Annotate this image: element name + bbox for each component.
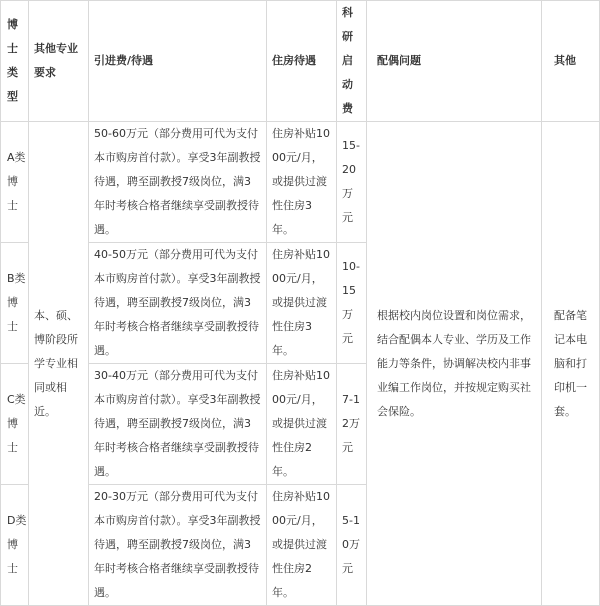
table-row-a [1,122,600,243]
header-housing: 住房待遇 [267,1,337,122]
introduction-fee-cell: 20-30万元（部分费用可代为支付本市购房首付款）。享受3年副教授待遇，聘至副教授7级岗位，满3年时考核合格者继续享受副教授待遇。 [89,485,267,606]
doctor-type-cell: B类博士 [1,243,29,364]
doctor-type-cell: C类博士 [1,364,29,485]
header-startup-fund: 科研启动费 [337,1,367,122]
other-cell: 配备笔记本电脑和打印机一套。 [542,122,600,606]
startup-fund-cell: 7-12万元 [337,364,367,485]
spouse-cell: 根据校内岗位设置和岗位需求，结合配偶本人专业、学历及工作能力等条件，协调解决校内非事业编工作岗位，并按规定购买社会保险。 [367,122,542,606]
introduction-fee-cell: 40-50万元（部分费用可代为支付本市购房首付款）。享受3年副教授待遇，聘至副教授7级岗位，满3年时考核合格者继续享受副教授待遇。 [89,243,267,364]
header-other: 其他 [542,1,600,122]
introduction-fee-cell: 30-40万元（部分费用可代为支付本市购房首付款）。享受3年副教授待遇，聘至副教授7级岗位，满3年时考核合格者继续享受副教授待遇。 [89,364,267,485]
doctor-type-cell: D类博士 [1,485,29,606]
housing-cell: 住房补贴1000元/月，或提供过渡性住房3年。 [267,243,337,364]
housing-cell: 住房补贴1000元/月，或提供过渡性住房2年。 [267,485,337,606]
housing-cell: 住房补贴1000元/月，或提供过渡性住房2年。 [267,364,337,485]
header-introduction-fee: 引进费/待遇 [89,1,267,122]
major-requirement-cell: 本、硕、博阶段所学专业相同或相近。 [29,122,89,606]
introduction-fee-cell: 50-60万元（部分费用可代为支付本市购房首付款）。享受3年副教授待遇，聘至副教授7级岗位，满3年时考核合格者继续享受副教授待遇。 [89,122,267,243]
header-major-requirement: 其他专业要求 [29,1,89,122]
startup-fund-cell: 10-15万元 [337,243,367,364]
doctor-type-cell: A类博士 [1,122,29,243]
startup-fund-cell: 5-10万元 [337,485,367,606]
housing-cell: 住房补贴1000元/月，或提供过渡性住房3年。 [267,122,337,243]
startup-fund-cell: 15-20万元 [337,122,367,243]
header-doctor-type: 博士类型 [1,1,29,122]
header-spouse: 配偶问题 [367,1,542,122]
header-row [1,1,600,122]
